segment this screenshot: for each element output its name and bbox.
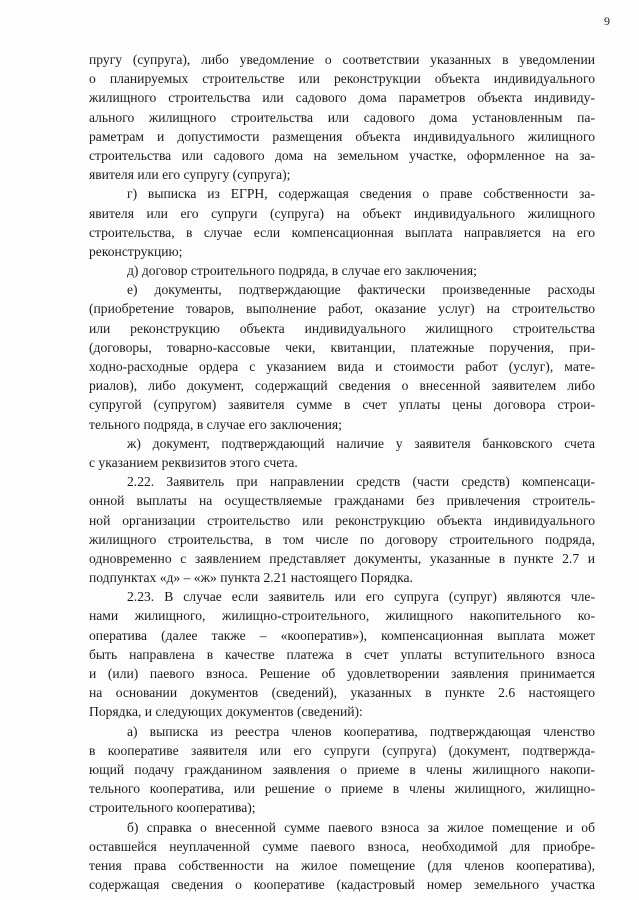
text-line: онной выплаты на осуществляемые гражданами без привлечения строитель- xyxy=(89,493,595,509)
text-line: содержащая сведения о кооперативе (кадастровый номер земельного участка xyxy=(89,877,595,893)
text-line: строительства или садового дома на земельном участке, оформленное на за- xyxy=(89,147,595,163)
text-line: явителя или его супруги (супруга) на объект индивидуального жилищного xyxy=(89,205,595,221)
text-line: г) выписка из ЕГРН, содержащая сведения о праве собственности за- xyxy=(127,186,595,202)
text-line: а) выписка из реестра членов кооператива, подтверждающая членство xyxy=(127,723,595,739)
page-number: 9 xyxy=(604,14,610,28)
text-line: нами жилищного, жилищно-строительного, жилищного накопительного ко- xyxy=(89,608,595,624)
text-line: тения права собственности на жилое помещение (для членов кооператива), xyxy=(89,857,595,873)
text-line: реконструкцию; xyxy=(89,243,183,259)
text-line: Порядка, и следующих документов (сведений): xyxy=(89,704,363,720)
text-line: строительства, в случае если компенсационная выплата направляется на его xyxy=(89,224,595,240)
text-line: жилищного строительства, в том числе по договору строительного подряда, xyxy=(89,531,595,547)
text-line: оператива (далее также – «кооператив»), компенсационная выплата может xyxy=(89,627,595,643)
text-line: е) документы, подтверждающие фактически произведенные расходы xyxy=(127,282,595,298)
text-line: 2.23. В случае если заявитель или его супруга (супруг) являются чле- xyxy=(127,589,595,605)
document-body xyxy=(89,50,595,894)
text-line: на основании документов (сведений), указанных в пункте 2.6 настоящего xyxy=(89,685,595,701)
text-line: оставшейся неуплаченной сумме паевого взноса, необходимой для приобре- xyxy=(89,838,595,854)
text-line: д) договор строительного подряда, в случае его заключения; xyxy=(127,263,477,279)
text-line: одновременно с заявлением представляет документы, указанные в пункте 2.7 и xyxy=(89,550,595,566)
text-line: с указанием реквизитов этого счета. xyxy=(89,454,298,470)
text-line: явителя или его супругу (супруга); xyxy=(89,167,291,183)
text-line: 2.22. Заявитель при направлении средств (части средств) компенсаци- xyxy=(127,474,595,490)
text-line: жилищного строительства или садового дома параметров объекта индивиду- xyxy=(89,90,595,106)
text-line: и (или) паевого взноса. Решение об удовлетворении заявления принимается xyxy=(89,666,595,681)
text-line: супругой (супругом) заявителя сумме в счет уплаты цены договора строи- xyxy=(89,397,595,413)
text-line: раметрам и допустимости размещения объекта индивидуального жилищного xyxy=(89,128,595,144)
text-line: ального жилищного строительства или садового дома установленным па- xyxy=(89,109,595,125)
text-line: ж) документ, подтверждающий наличие у заявителя банковского счета xyxy=(127,435,595,451)
text-line: о планируемых строительстве или реконструкции объекта индивидуального xyxy=(89,71,595,87)
text-line: ной организации строительство или реконструкцию объекта индивидуального xyxy=(89,512,595,528)
text-line: (договоры, товарно-кассовые чеки, квитанции, платежные поручения, при- xyxy=(89,339,595,355)
text-line: риалов), либо документ, содержащий сведения о внесенной заявителем либо xyxy=(89,378,595,394)
text-line: тельного кооператива, или решение о приеме в члены жилищного, жилищно- xyxy=(89,781,595,797)
text-line: в кооперативе заявителя или его супруги (супруга) (документ, подтвержда- xyxy=(89,742,595,758)
text-line: подпунктах «д» – «ж» пункта 2.21 настоящего Порядка. xyxy=(89,570,413,586)
text-line: или реконструкцию объекта индивидуального жилищного строительства xyxy=(89,320,595,336)
text-line: быть направлена в качестве платежа в счет уплаты вступительного взноса xyxy=(89,646,595,662)
text-line: тельного подряда, в случае его заключения; xyxy=(89,416,342,432)
text-line: ходно-расходные ордера с указанием вида и стоимости работ (услуг), мате- xyxy=(89,359,595,374)
text-line: б) справка о внесенной сумме паевого взноса за жилое помещение и об xyxy=(127,819,595,835)
text-line: (приобретение товаров, выполнение работ, оказание услуг) на строительство xyxy=(89,301,595,317)
text-line: пругу (супруга), либо уведомление о соответствии указанных в уведомлении xyxy=(89,52,595,67)
text-line: строительного кооператива); xyxy=(89,800,256,816)
text-line: ющий подачу гражданином заявления о приеме в члены жилищного накопи- xyxy=(89,761,595,777)
